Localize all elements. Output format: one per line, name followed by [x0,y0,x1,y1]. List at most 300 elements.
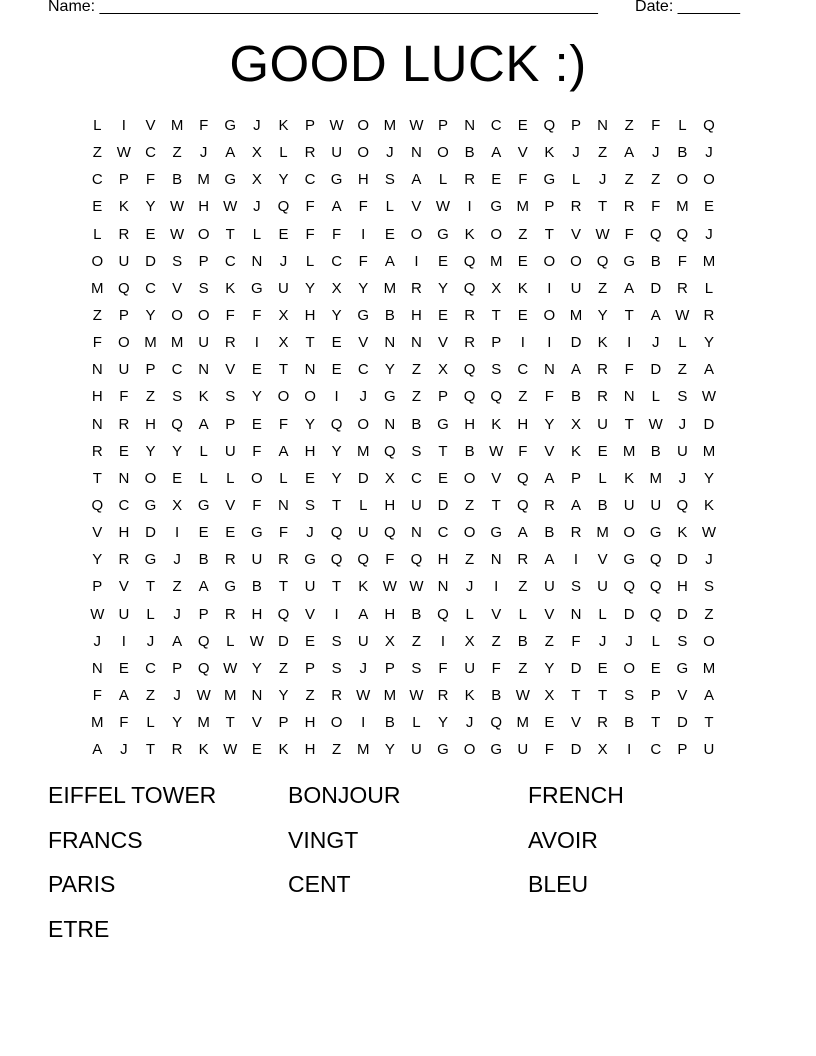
grid-cell[interactable]: F [278,415,289,433]
grid-cell[interactable]: R [676,279,688,297]
grid-cell[interactable]: D [570,741,582,759]
grid-cell[interactable]: R [171,741,183,759]
grid-cell[interactable]: U [570,279,582,297]
grid-cell[interactable]: P [570,469,581,487]
grid-cell[interactable]: A [92,741,103,759]
grid-cell[interactable]: P [278,714,289,732]
grid-cell[interactable]: O [357,144,370,162]
grid-cell[interactable]: G [197,496,210,514]
grid-cell[interactable]: G [490,524,503,542]
grid-cell[interactable]: L [199,442,208,460]
grid-cell[interactable]: V [225,496,236,514]
grid-cell[interactable]: L [704,279,714,297]
grid-cell[interactable]: A [278,442,289,460]
grid-cell[interactable]: I [121,632,126,650]
grid-cell[interactable]: W [435,198,451,216]
grid-cell[interactable]: Z [597,144,608,162]
grid-cell[interactable]: O [703,171,715,189]
grid-cell[interactable]: N [411,334,422,352]
grid-cell[interactable]: B [198,551,209,569]
grid-cell[interactable]: M [702,442,716,460]
grid-cell[interactable]: O [543,252,556,270]
grid-cell[interactable]: Y [358,279,369,297]
grid-cell[interactable]: N [437,578,449,596]
grid-cell[interactable]: T [92,469,102,487]
grid-cell[interactable]: D [145,524,156,542]
grid-cell[interactable]: R [464,171,476,189]
grid-cell[interactable]: X [464,632,475,650]
grid-cell[interactable]: Q [649,605,662,623]
grid-cell[interactable]: E [305,469,316,487]
grid-cell[interactable]: Z [411,632,421,650]
grid-cell[interactable]: C [517,361,529,379]
grid-cell[interactable]: Q [330,415,343,433]
grid-cell[interactable]: O [623,524,635,542]
grid-cell[interactable]: W [196,686,211,704]
grid-cell[interactable]: R [331,686,343,704]
grid-cell[interactable]: N [597,117,608,134]
grid-cell[interactable]: T [278,361,289,379]
grid-cell[interactable]: U [464,659,476,677]
grid-cell[interactable]: T [332,496,342,514]
grid-cell[interactable]: J [120,741,128,759]
grid-cell[interactable]: C [118,496,130,514]
grid-cell[interactable]: M [91,279,104,297]
grid-cell[interactable]: R [118,225,130,243]
grid-cell[interactable]: A [118,686,129,704]
grid-cell[interactable]: A [198,578,209,596]
grid-cell[interactable]: T [544,225,554,243]
grid-cell[interactable]: X [438,361,449,379]
grid-cell[interactable]: F [518,171,528,189]
grid-cell[interactable]: L [93,225,102,243]
grid-cell[interactable]: L [305,252,315,270]
grid-cell[interactable]: F [305,225,315,243]
grid-cell[interactable]: F [119,714,129,732]
grid-cell[interactable]: G [649,524,662,542]
grid-cell[interactable]: M [356,442,370,460]
grid-cell[interactable]: Q [118,279,130,297]
grid-cell[interactable]: T [491,496,501,514]
grid-cell[interactable]: C [437,524,449,542]
grid-cell[interactable]: U [357,632,369,650]
grid-cell[interactable]: J [173,686,181,704]
grid-cell[interactable]: E [251,741,262,759]
grid-cell[interactable]: H [411,306,422,324]
grid-cell[interactable]: Z [677,361,687,379]
grid-cell[interactable]: V [225,361,236,379]
grid-cell[interactable]: F [252,442,262,460]
grid-cell[interactable]: C [91,171,103,189]
grid-cell[interactable]: M [170,334,184,352]
grid-cell[interactable]: U [331,144,343,162]
grid-cell[interactable]: D [570,334,582,352]
grid-cell[interactable]: U [251,551,263,569]
grid-cell[interactable]: J [253,198,261,216]
grid-cell[interactable]: P [172,659,183,677]
grid-cell[interactable]: I [627,334,632,352]
grid-cell[interactable]: U [411,496,422,514]
grid-cell[interactable]: S [411,659,422,677]
grid-cell[interactable]: Z [411,361,421,379]
grid-cell[interactable]: K [677,524,688,542]
grid-cell[interactable]: V [570,225,581,243]
grid-cell[interactable]: H [464,415,476,433]
grid-cell[interactable]: X [491,279,502,297]
grid-cell[interactable]: I [254,334,259,352]
grid-cell[interactable]: B [384,306,395,324]
grid-cell[interactable]: G [251,524,263,542]
grid-cell[interactable]: C [490,117,502,134]
grid-cell[interactable]: A [411,171,422,189]
grid-cell[interactable]: O [410,225,423,243]
grid-cell[interactable]: J [386,144,394,162]
grid-cell[interactable]: H [304,714,316,732]
grid-cell[interactable]: F [491,659,501,677]
grid-cell[interactable]: M [622,442,636,460]
grid-cell[interactable]: Z [465,496,475,514]
grid-cell[interactable]: H [198,198,210,216]
grid-cell[interactable]: T [597,686,608,704]
grid-cell[interactable]: O [463,469,476,487]
grid-cell[interactable]: Q [463,279,476,297]
grid-cell[interactable]: Y [544,659,555,677]
grid-cell[interactable]: K [278,741,289,759]
grid-cell[interactable]: F [544,388,554,406]
grid-cell[interactable]: D [357,469,369,487]
grid-cell[interactable]: R [304,144,316,162]
grid-cell[interactable]: L [518,605,527,623]
grid-cell[interactable]: L [279,469,288,487]
grid-cell[interactable]: R [91,442,103,460]
grid-cell[interactable]: G [437,741,449,759]
grid-cell[interactable]: Y [703,469,714,487]
grid-cell[interactable]: K [491,415,502,433]
grid-cell[interactable]: U [597,578,608,596]
grid-cell[interactable]: C [145,279,156,297]
grid-cell[interactable]: P [198,252,209,270]
grid-cell[interactable]: P [677,741,688,759]
grid-cell[interactable]: E [278,225,289,243]
grid-cell[interactable]: U [703,741,715,759]
grid-cell[interactable]: P [570,117,581,134]
grid-cell[interactable]: W [648,415,663,433]
grid-cell[interactable]: G [490,198,503,216]
grid-cell[interactable]: Q [623,578,635,596]
grid-cell[interactable]: T [225,225,235,243]
grid-cell[interactable]: K [278,117,289,134]
grid-cell[interactable]: V [145,117,156,134]
grid-cell[interactable]: I [121,117,126,134]
grid-cell[interactable]: S [305,496,316,514]
grid-cell[interactable]: N [384,334,396,352]
grid-cell[interactable]: K [198,388,209,406]
grid-cell[interactable]: Z [92,144,102,162]
grid-cell[interactable]: V [92,524,103,542]
grid-cell[interactable]: U [597,415,608,433]
grid-cell[interactable]: O [437,144,449,162]
grid-cell[interactable]: E [198,524,209,542]
grid-cell[interactable]: S [198,279,209,297]
grid-cell[interactable]: Z [597,279,608,297]
grid-cell[interactable]: L [359,496,368,514]
grid-cell[interactable]: Y [331,442,342,460]
grid-cell[interactable]: E [225,524,236,542]
grid-cell[interactable]: O [330,714,343,732]
grid-cell[interactable]: E [145,225,156,243]
grid-cell[interactable]: B [384,714,395,732]
grid-cell[interactable]: P [650,686,661,704]
grid-cell[interactable]: W [329,117,344,134]
grid-cell[interactable]: Q [383,442,396,460]
grid-cell[interactable]: M [383,117,397,134]
grid-cell[interactable]: V [411,198,422,216]
grid-cell[interactable]: G [357,306,370,324]
grid-cell[interactable]: O [703,632,715,650]
grid-cell[interactable]: I [627,741,632,759]
grid-cell[interactable]: M [383,279,397,297]
grid-cell[interactable]: P [491,334,502,352]
grid-cell[interactable]: J [652,334,660,352]
grid-cell[interactable]: H [304,442,316,460]
grid-cell[interactable]: V [251,714,262,732]
grid-cell[interactable]: E [438,306,449,324]
grid-cell[interactable]: M [516,714,530,732]
grid-cell[interactable]: J [306,524,314,542]
grid-cell[interactable]: G [676,659,689,677]
grid-cell[interactable]: T [225,714,235,732]
grid-cell[interactable]: S [491,361,502,379]
grid-cell[interactable]: Q [197,659,210,677]
grid-cell[interactable]: R [464,334,476,352]
grid-cell[interactable]: A [544,469,555,487]
grid-cell[interactable]: E [544,714,555,732]
grid-cell[interactable]: J [465,714,474,732]
grid-cell[interactable]: Z [92,306,102,324]
grid-cell[interactable]: Q [437,605,449,623]
grid-cell[interactable]: Q [383,524,396,542]
grid-cell[interactable]: P [384,659,395,677]
grid-cell[interactable]: W [515,686,530,704]
grid-cell[interactable]: Q [676,496,689,514]
grid-cell[interactable]: P [145,361,156,379]
grid-cell[interactable]: S [172,252,183,270]
grid-cell[interactable]: F [119,388,129,406]
grid-cell[interactable]: Y [331,306,342,324]
grid-cell[interactable]: R [118,551,130,569]
grid-cell[interactable]: D [703,415,715,433]
grid-cell[interactable]: C [411,469,422,487]
grid-cell[interactable]: J [705,551,713,569]
grid-cell[interactable]: G [490,741,503,759]
grid-cell[interactable]: Z [624,171,634,189]
grid-cell[interactable]: J [678,415,687,433]
grid-cell[interactable]: J [173,551,181,569]
grid-cell[interactable]: J [279,252,288,270]
grid-cell[interactable]: B [570,388,581,406]
grid-cell[interactable]: W [90,605,105,623]
grid-cell[interactable]: Y [145,306,156,324]
grid-cell[interactable]: T [438,442,448,460]
grid-cell[interactable]: Z [145,686,156,704]
grid-cell[interactable]: F [358,252,368,270]
grid-cell[interactable]: Z [465,551,475,569]
grid-cell[interactable]: Z [172,578,182,596]
grid-cell[interactable]: L [226,632,235,650]
grid-cell[interactable]: F [92,334,102,352]
grid-cell[interactable]: R [570,524,582,542]
grid-cell[interactable]: Q [463,361,476,379]
grid-cell[interactable]: F [651,198,661,216]
grid-cell[interactable]: Y [251,388,262,406]
grid-cell[interactable]: U [623,496,635,514]
grid-cell[interactable]: H [91,388,103,406]
grid-cell[interactable]: S [172,388,183,406]
grid-cell[interactable]: R [517,551,529,569]
grid-cell[interactable]: Z [518,388,528,406]
grid-cell[interactable]: P [118,306,129,324]
grid-cell[interactable]: V [544,442,555,460]
grid-cell[interactable]: M [516,198,530,216]
grid-cell[interactable]: M [197,171,210,189]
grid-cell[interactable]: J [465,578,474,596]
grid-cell[interactable]: K [358,578,369,596]
grid-cell[interactable]: Y [331,469,342,487]
grid-cell[interactable]: X [597,741,608,759]
grid-cell[interactable]: S [677,388,688,406]
grid-cell[interactable]: A [570,496,581,514]
grid-cell[interactable]: E [650,659,661,677]
grid-cell[interactable]: M [91,714,104,732]
grid-cell[interactable]: V [438,334,449,352]
grid-cell[interactable]: G [623,551,635,569]
grid-cell[interactable]: N [464,117,476,134]
grid-cell[interactable]: K [703,496,714,514]
grid-cell[interactable]: N [384,415,396,433]
grid-cell[interactable]: V [570,714,581,732]
grid-cell[interactable]: V [305,605,316,623]
grid-cell[interactable]: T [145,578,156,596]
grid-cell[interactable]: B [597,496,608,514]
grid-cell[interactable]: G [543,171,556,189]
grid-cell[interactable]: N [411,524,422,542]
grid-cell[interactable]: I [361,714,366,732]
grid-cell[interactable]: S [384,171,395,189]
grid-cell[interactable]: Z [518,225,528,243]
grid-cell[interactable]: J [253,117,261,134]
grid-cell[interactable]: F [624,225,634,243]
grid-cell[interactable]: M [676,198,689,216]
grid-cell[interactable]: E [517,252,528,270]
grid-cell[interactable]: C [357,361,369,379]
grid-cell[interactable]: S [624,686,635,704]
grid-cell[interactable]: G [224,578,237,596]
grid-cell[interactable]: J [625,632,633,650]
grid-cell[interactable]: B [251,578,262,596]
grid-cell[interactable]: U [411,741,422,759]
grid-cell[interactable]: Q [596,252,609,270]
grid-cell[interactable]: X [251,144,262,162]
grid-cell[interactable]: M [596,524,609,542]
grid-cell[interactable]: J [572,144,580,162]
grid-cell[interactable]: E [92,198,103,216]
grid-cell[interactable]: A [384,252,395,270]
grid-cell[interactable]: L [226,469,235,487]
grid-cell[interactable]: Y [251,659,262,677]
grid-cell[interactable]: Q [516,496,529,514]
grid-cell[interactable]: K [570,442,581,460]
grid-cell[interactable]: C [331,252,343,270]
grid-cell[interactable]: K [464,686,475,704]
grid-cell[interactable]: N [91,361,103,379]
grid-cell[interactable]: G [623,252,635,270]
grid-cell[interactable]: A [172,632,183,650]
grid-cell[interactable]: Y [145,442,156,460]
grid-cell[interactable]: E [118,442,129,460]
grid-cell[interactable]: W [223,659,238,677]
grid-cell[interactable]: G [437,225,449,243]
grid-cell[interactable]: N [91,415,103,433]
grid-cell[interactable]: M [702,252,716,270]
grid-cell[interactable]: O [91,252,104,270]
grid-cell[interactable]: L [93,117,102,134]
grid-cell[interactable]: I [414,252,419,270]
grid-cell[interactable]: F [544,741,554,759]
grid-cell[interactable]: R [597,714,608,732]
grid-cell[interactable]: E [384,225,395,243]
grid-cell[interactable]: B [464,144,475,162]
grid-cell[interactable]: X [278,306,289,324]
grid-cell[interactable]: I [361,225,366,243]
grid-cell[interactable]: W [701,388,717,406]
grid-cell[interactable]: A [624,279,635,297]
grid-cell[interactable]: J [678,469,687,487]
grid-cell[interactable]: V [358,334,369,352]
grid-cell[interactable]: H [384,496,396,514]
grid-cell[interactable]: A [331,198,342,216]
grid-cell[interactable]: K [464,225,475,243]
grid-cell[interactable]: W [116,144,131,162]
grid-cell[interactable]: L [146,714,155,732]
grid-cell[interactable]: J [705,144,713,162]
grid-cell[interactable]: O [543,306,556,324]
grid-cell[interactable]: R [464,306,476,324]
grid-cell[interactable]: P [544,198,555,216]
grid-cell[interactable]: C [145,144,156,162]
grid-cell[interactable]: U [118,252,130,270]
grid-cell[interactable]: B [411,605,422,623]
grid-cell[interactable]: G [383,388,396,406]
grid-cell[interactable]: H [304,306,316,324]
grid-cell[interactable]: T [278,578,289,596]
grid-cell[interactable]: U [517,741,529,759]
grid-cell[interactable]: G [144,496,157,514]
grid-cell[interactable]: Z [624,117,634,134]
grid-cell[interactable]: W [409,686,424,704]
grid-cell[interactable]: O [197,306,210,324]
grid-cell[interactable]: G [330,171,343,189]
grid-cell[interactable]: A [650,306,661,324]
grid-cell[interactable]: M [224,686,237,704]
grid-cell[interactable]: B [650,252,661,270]
grid-cell[interactable]: R [623,198,635,216]
grid-cell[interactable]: I [334,388,339,406]
grid-cell[interactable]: P [118,171,129,189]
grid-cell[interactable]: I [174,524,180,542]
grid-cell[interactable]: N [623,388,635,406]
grid-cell[interactable]: R [437,686,449,704]
grid-cell[interactable]: I [494,578,499,596]
